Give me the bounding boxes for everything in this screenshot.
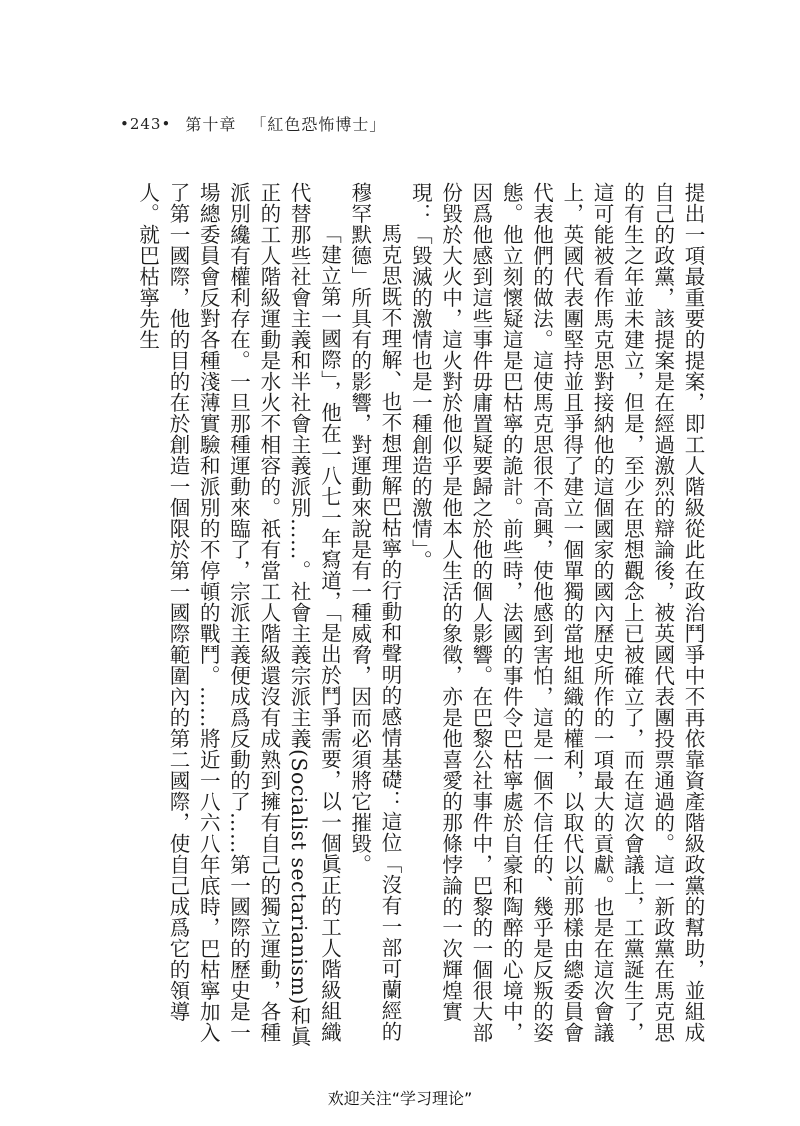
page-header [120, 112, 386, 135]
paragraph-1: 提出一項最重要的提案，即工人階級從此在政治鬥爭中不再依靠資產階級政黨的幫助，並組成自己的政黨，該提案是在經過激烈的辯論後，被英國代表團投票通過的。這一新政黨在馬克思的有生之年並未建立，但是，至少在思想觀念上已被確立了，而在這次會議上，工黨誕生了，這可能被看作馬克思對接納他的這個國家的國內歷史所作的一項最大的貢獻。也是在這次會議上，英國代表團堅持並且爭得了建立一個單獨的當地組織的權利，以取代以前那樣由總委員會代表他們的做法。這使馬克思很不高興，使他感到害怕，這是一個不信任的、幾乎是反叛的姿態。他立刻懷疑這是巴枯寧的詭計。前些時，法國的事件令巴枯寧處於自豪和陶醉的心境中，因爲他感到這些事件毋庸置疑要歸之於他的個人影響。在巴黎公社事件中，巴黎的一個很大部份毀於大火中，這火對於他似乎是他本人生活的象徵，亦是他喜愛的那條悖論的一次輝煌實現：「毀滅的激情也是一種創造的激情」。 [408, 182, 705, 1043]
paragraph-3: 「建立第一國際」，他在一八七一年寫道，「是出於鬥爭需要，以一個眞正的工人階級組織代替那些社會主義和半社會主義派別……。社會主義宗派主義(Socialist sectarianism)和眞正的工人階級運動是水火不相容的。祇有當工人階級還沒有成熟到擁有自己的獨立運動，各種派別纔有權利存在。一旦那種運動來臨了，宗派主義便成爲反動的了……第一國際的歷史是一場總委員會反對各種淺薄實驗和派別的不停頓的戰鬥。……將近一八六八年底時，巴枯寧加入了第一國際，他的目的在於創造一個限於第一國際範圍內的第二國際，使自己成爲它的領導人。就巴枯寧先生 [135, 182, 342, 1047]
page-number: •243• [120, 114, 172, 133]
footer-note: 欢迎关注“学习理论” [327, 1089, 473, 1108]
chapter-title: 「紅色恐怖博士」 [250, 115, 387, 134]
paragraph-2: 馬克思既不理解、也不想理解巴枯寧的行動和聲明的感情基礎：這位「沒有一部可蘭經的穆罕默德」所具有的影響，對運動來說是有一種威脅，因而必須將它摧毀。 [347, 182, 403, 1042]
chapter-label: 第十章 [185, 115, 237, 134]
body-text [108, 182, 708, 1062]
